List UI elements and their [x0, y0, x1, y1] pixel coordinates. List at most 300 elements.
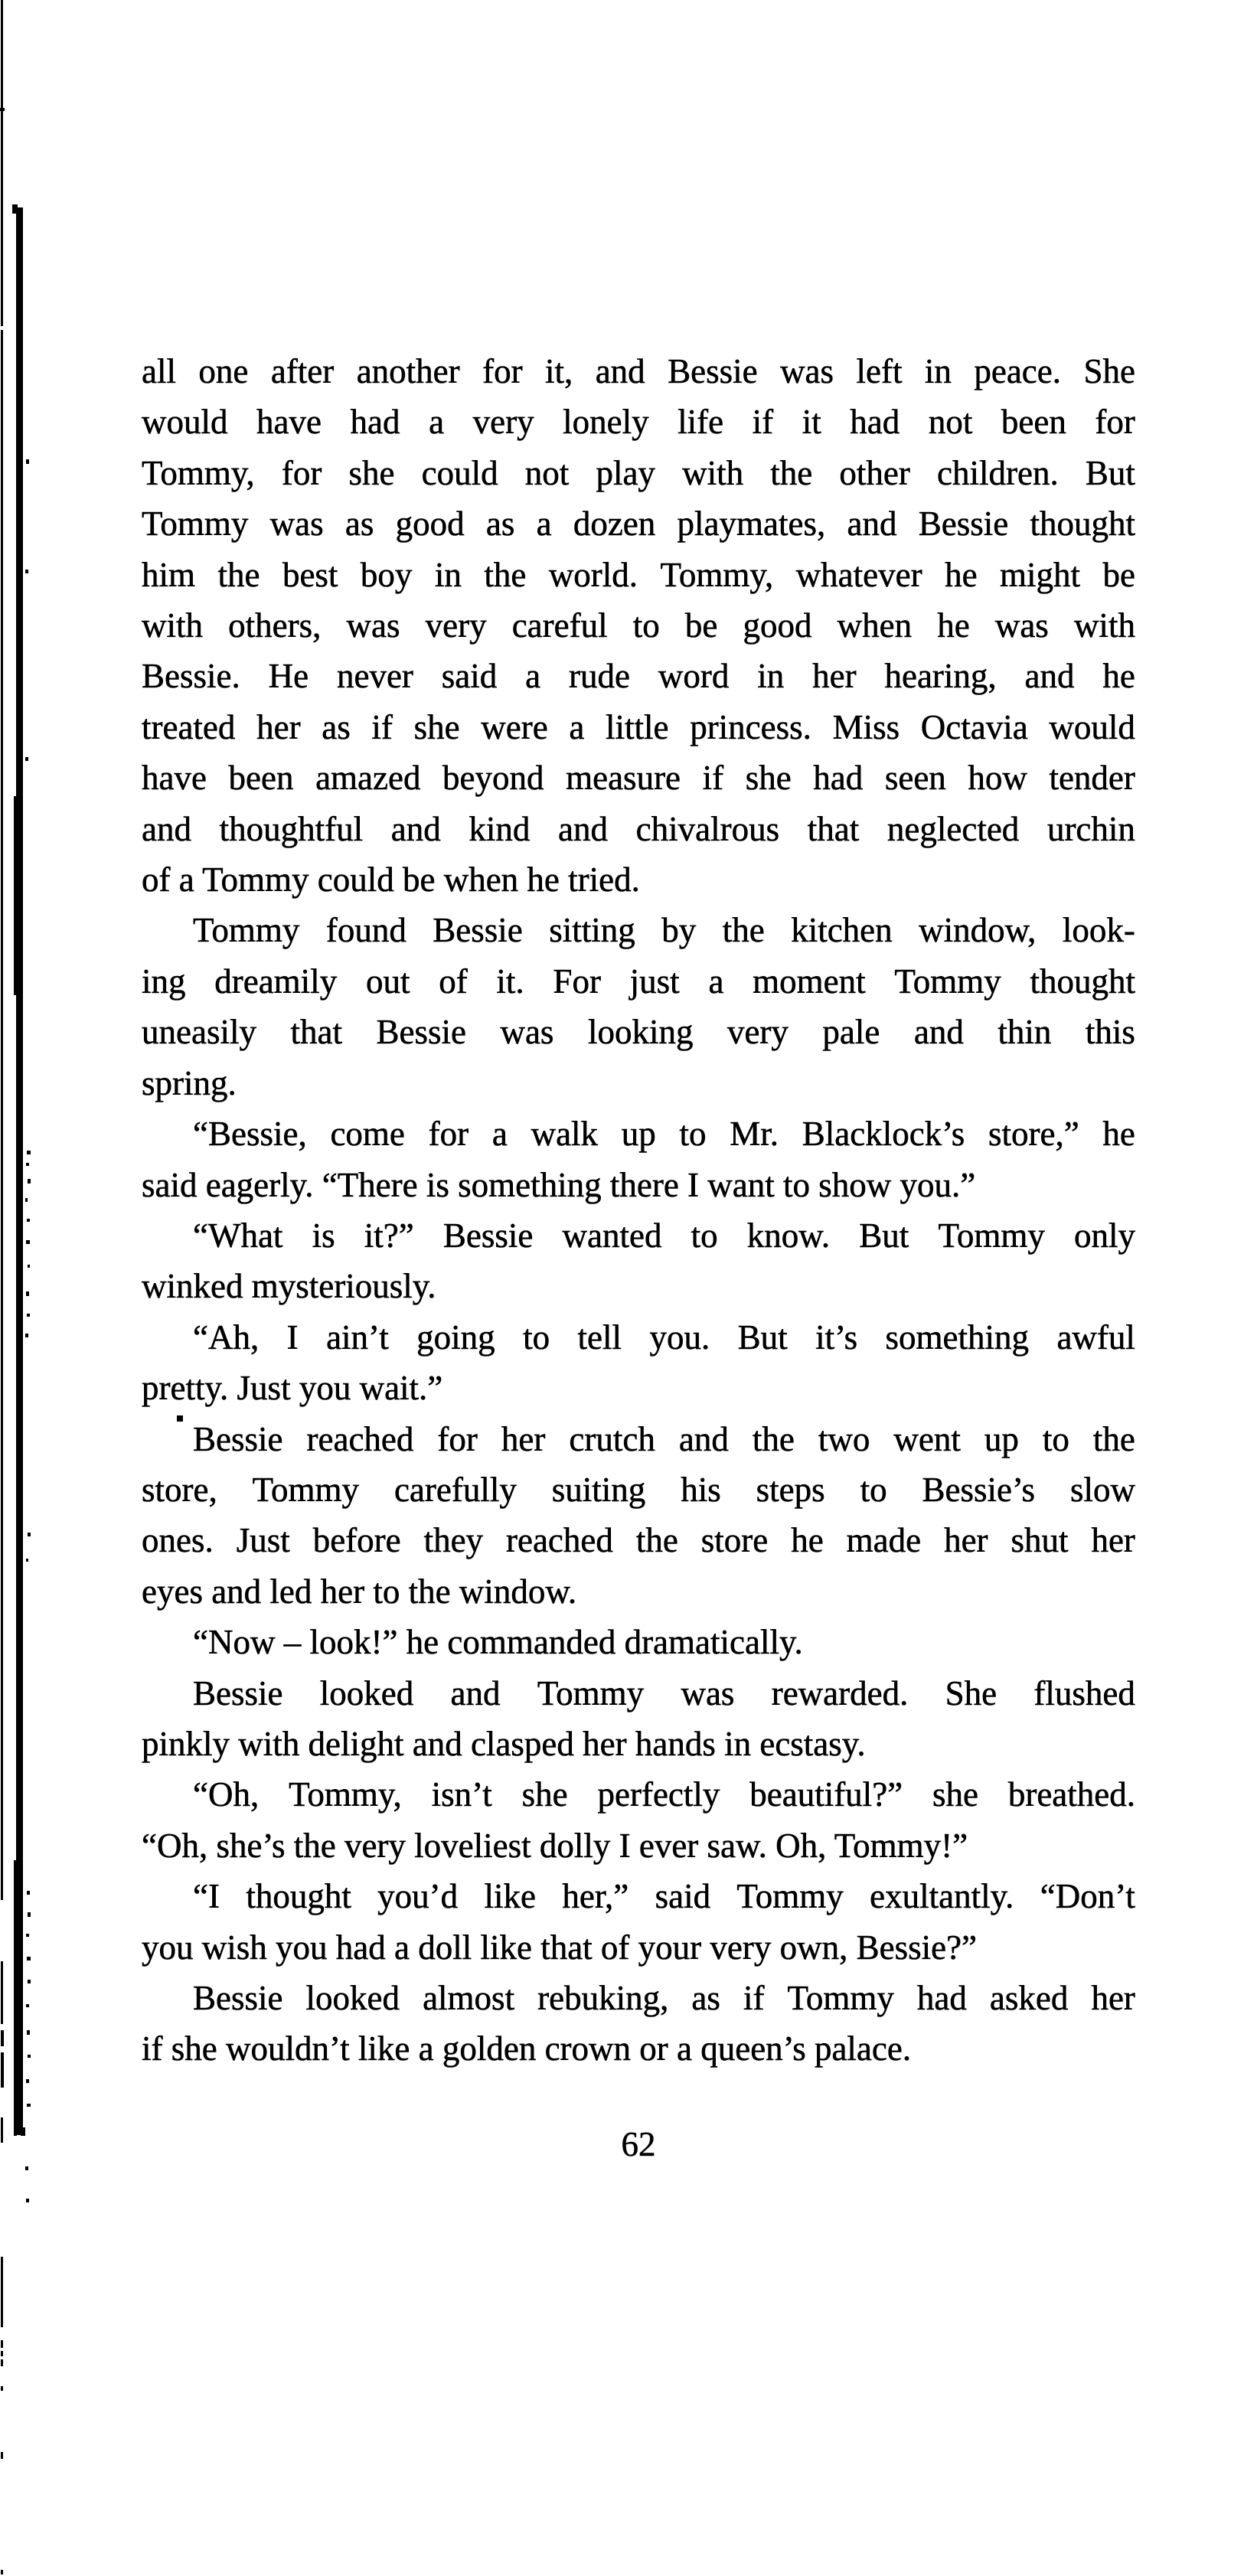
word: Bessie: [433, 911, 523, 950]
word: Tommy: [193, 911, 300, 950]
word: princess.: [690, 707, 811, 746]
word: and: [678, 1419, 729, 1458]
scan-speck: [25, 757, 28, 761]
paragraph: [142, 1108, 1135, 1210]
word: and: [913, 1013, 964, 1052]
word: they: [423, 1521, 484, 1560]
word: lonely: [563, 403, 649, 442]
word: had: [350, 403, 400, 442]
word: “Don’t: [1040, 1877, 1135, 1916]
scan-speck: [28, 1179, 31, 1184]
word: shut: [1011, 1521, 1069, 1560]
word: beyond: [442, 759, 544, 798]
word: He: [268, 657, 309, 696]
text-line: [142, 753, 1135, 803]
word: Bessie.: [142, 657, 240, 696]
spine-dash: [1, 2386, 3, 2391]
word: and: [1024, 657, 1075, 696]
word: she: [745, 759, 792, 798]
word: with: [682, 453, 744, 492]
word: and: [595, 352, 645, 390]
text-line: [142, 1210, 1135, 1261]
scan-speck: [27, 2104, 31, 2107]
word: a: [569, 707, 585, 746]
word: the: [1092, 1419, 1135, 1458]
word: looking: [587, 1013, 694, 1052]
word: Bessie: [376, 1013, 466, 1052]
word: she: [932, 1775, 978, 1814]
word: only: [1073, 1216, 1135, 1255]
word: store,”: [988, 1115, 1079, 1154]
text-line: winked mysteriously.: [142, 1267, 436, 1306]
spine-dot: [1, 2570, 3, 2574]
scan-speck: [26, 2079, 29, 2083]
text-line: [142, 1312, 1135, 1363]
word: good: [395, 504, 465, 544]
word: she: [413, 707, 460, 746]
word: seen: [884, 759, 946, 798]
gutter-line-tail: [21, 2127, 25, 2136]
spine-dash: [1, 1961, 3, 2024]
word: have: [256, 403, 322, 442]
word: was: [681, 1673, 735, 1712]
spine-dash: [1, 2257, 3, 2327]
word: Bessie: [193, 1673, 283, 1712]
text-line: pretty. Just you wait.”: [142, 1369, 443, 1408]
word: in: [924, 352, 952, 390]
scan-speck: [28, 2055, 31, 2058]
spine-line-thin: [1, 0, 3, 326]
word: would: [1049, 707, 1135, 746]
word: little: [606, 707, 669, 746]
word: Tommy,: [142, 453, 255, 492]
word: sitting: [549, 911, 635, 950]
word: breathed.: [1007, 1775, 1135, 1814]
word: he: [1102, 1115, 1135, 1154]
word: dozen: [573, 504, 656, 544]
spine-dash: [1, 2030, 4, 2046]
word: suiting: [551, 1470, 646, 1509]
word: been: [228, 759, 294, 798]
word: were: [481, 707, 548, 746]
word: Blacklock’s: [802, 1115, 965, 1154]
spine-line-thin: [1, 330, 3, 1900]
word: slow: [1069, 1470, 1135, 1509]
word: reached: [506, 1521, 613, 1560]
word: Bessie: [918, 504, 1009, 544]
text-line: [142, 1871, 1135, 1921]
scan-speck: [26, 1291, 29, 1296]
text-line: [142, 498, 1135, 549]
paragraph: [142, 1769, 1135, 1871]
word: rude: [569, 657, 630, 696]
word: was: [500, 1013, 554, 1052]
word: had: [813, 759, 864, 798]
text-line: [142, 651, 1135, 701]
word: could: [421, 453, 498, 492]
paragraph: [142, 1973, 1135, 2075]
paragraph: [142, 1871, 1135, 1973]
word: her: [1091, 1979, 1135, 2017]
text-line: [142, 1515, 1135, 1566]
word: was: [269, 504, 324, 544]
word: if: [752, 403, 774, 442]
text-line: [142, 1973, 1135, 2023]
spine-dash: [1, 2359, 3, 2366]
word: in: [434, 555, 462, 594]
word: Miss: [832, 707, 900, 746]
scan-speck: [26, 1934, 29, 1937]
text-line: if she wouldn’t like a golden crown or a queen’s palace.: [142, 2029, 912, 2068]
word: you.: [649, 1317, 710, 1357]
word: something: [885, 1317, 1030, 1357]
word: said: [655, 1877, 711, 1916]
word: was: [780, 352, 834, 390]
text-line: [142, 600, 1135, 651]
word: reached: [306, 1419, 414, 1458]
word: left: [856, 352, 903, 390]
ink-blot: [177, 1415, 183, 1422]
word: found: [325, 911, 407, 950]
word: whatever: [795, 555, 922, 594]
word: Bessie’s: [922, 1470, 1036, 1509]
word: you’d: [377, 1877, 459, 1916]
text-line: [142, 1007, 1135, 1057]
scan-speck: [26, 2004, 29, 2007]
word: how: [968, 759, 1027, 798]
word: Tommy: [537, 1673, 645, 1712]
word: her: [256, 707, 301, 746]
word: like: [484, 1877, 536, 1916]
scan-speck: [28, 1980, 31, 1983]
word: But: [737, 1317, 788, 1357]
word: Octavia: [920, 707, 1028, 746]
word: She: [945, 1673, 997, 1712]
word: very: [726, 1013, 789, 1052]
word: of: [439, 962, 468, 1001]
word: neglected: [886, 809, 1020, 848]
word: up: [621, 1115, 656, 1154]
word: it,: [545, 352, 573, 390]
word: dreamily: [214, 962, 338, 1001]
word: Mr.: [730, 1115, 779, 1154]
text-line: [142, 397, 1135, 447]
word: chivalrous: [635, 809, 780, 848]
word: “What: [193, 1216, 283, 1255]
word: a: [429, 403, 445, 442]
page-number: 62: [621, 2125, 656, 2163]
text-line: [142, 905, 1135, 955]
text-line: [142, 448, 1135, 498]
word: the: [752, 1419, 795, 1458]
word: perfectly: [597, 1775, 720, 1814]
word: for: [482, 352, 523, 390]
word: urchin: [1046, 809, 1135, 848]
word: he: [945, 555, 978, 594]
paragraph: [142, 1414, 1135, 1618]
word: store,: [142, 1470, 217, 1509]
word: not: [928, 403, 973, 442]
word: before: [312, 1521, 401, 1560]
word: made: [846, 1521, 922, 1560]
word: he: [791, 1521, 824, 1560]
word: Bessie: [193, 1419, 283, 1458]
word: hearing,: [884, 657, 997, 696]
scan-speck: [25, 1334, 28, 1337]
word: going: [416, 1317, 495, 1357]
text-line: [142, 346, 1135, 397]
word: for: [428, 1115, 469, 1154]
word: and: [558, 809, 609, 848]
spine-dash: [1, 2351, 3, 2356]
word: he: [937, 606, 970, 645]
word: asked: [989, 1979, 1069, 2017]
word: Tommy: [938, 1216, 1045, 1255]
word: said: [441, 657, 498, 696]
word: tell: [577, 1317, 622, 1357]
word: been: [1001, 403, 1066, 442]
word: a: [708, 962, 724, 1001]
word: a: [525, 657, 541, 696]
word: world.: [548, 555, 638, 594]
word: had: [916, 1979, 967, 2017]
word: is: [312, 1216, 335, 1255]
gutter-line-bulge: [14, 796, 17, 995]
word: up: [984, 1419, 1019, 1458]
word: with: [142, 606, 204, 645]
word: amazed: [315, 759, 421, 798]
scan-speck: [26, 1163, 29, 1166]
text-line: [142, 1668, 1135, 1719]
gutter-line-bulge: [14, 1860, 17, 2136]
word: it: [802, 403, 821, 442]
text-line: [142, 702, 1135, 753]
scan-speck: [27, 1151, 31, 1154]
word: Tommy: [142, 504, 249, 544]
text-line: spring.: [142, 1063, 237, 1102]
word: her: [944, 1521, 988, 1560]
word: Tommy: [736, 1877, 844, 1916]
word: peace.: [974, 352, 1061, 390]
spine-dash: [1, 2452, 3, 2459]
word: rebuking,: [537, 1979, 669, 2017]
word: Bessie: [668, 352, 758, 390]
scan-speck: [26, 2199, 29, 2202]
word: For: [553, 962, 601, 1001]
word: word: [658, 657, 730, 696]
word: had: [850, 403, 900, 442]
word: thought: [1030, 504, 1135, 544]
text-line: you wish you had a doll like that of your very own, Bessie?”: [142, 1928, 978, 1967]
paragraph: [142, 905, 1135, 1108]
word: as: [485, 504, 515, 544]
spine-tick: [0, 108, 5, 111]
word: for: [437, 1419, 478, 1458]
word: the: [722, 911, 765, 950]
word: be: [1102, 555, 1135, 594]
word: her,”: [562, 1877, 629, 1916]
word: playmates,: [677, 504, 826, 544]
word: “I: [193, 1877, 220, 1916]
word: it?”: [364, 1216, 414, 1255]
gutter-line-hook: [12, 204, 18, 214]
text-line: said eagerly. “There is something there I want to show you.”: [142, 1165, 976, 1204]
word: in: [757, 657, 785, 696]
text-line: of a Tommy could be when he tried.: [142, 860, 640, 899]
word: she: [521, 1775, 568, 1814]
scan-speck: [28, 1533, 31, 1536]
word: to: [860, 1470, 887, 1509]
word: and: [390, 809, 441, 848]
word: Tommy,: [289, 1775, 402, 1814]
word: awful: [1056, 1317, 1135, 1357]
word: children.: [937, 453, 1059, 492]
scan-speck: [28, 1265, 30, 1268]
word: just: [629, 962, 680, 1001]
text-line: eyes and led her to the window.: [142, 1572, 577, 1611]
word: ones.: [142, 1521, 214, 1560]
scan-speck: [25, 2166, 28, 2170]
word: if: [371, 707, 393, 746]
word: flushed: [1033, 1673, 1135, 1712]
word: ain’t: [326, 1317, 389, 1357]
word: “Oh,: [193, 1775, 260, 1814]
word: this: [1085, 1013, 1135, 1052]
word: her: [501, 1419, 546, 1458]
word: the: [217, 555, 260, 594]
word: have: [142, 759, 207, 798]
word: She: [1083, 352, 1135, 390]
scan-speck: [25, 1198, 28, 1202]
word: measure: [566, 759, 681, 798]
word: thought: [1030, 962, 1135, 1001]
paragraph: [142, 1668, 1135, 1770]
text-line: [142, 1108, 1135, 1159]
word: that: [807, 809, 860, 848]
word: treated: [142, 707, 236, 746]
word: thought: [246, 1877, 351, 1916]
word: as: [322, 707, 351, 746]
paragraph: [142, 1312, 1135, 1414]
word: very: [425, 606, 487, 645]
word: she: [348, 453, 395, 492]
spine-dash: [1, 2340, 3, 2348]
word: his: [681, 1470, 721, 1509]
word: other: [839, 453, 910, 492]
word: Bessie: [193, 1979, 283, 2017]
word: come: [330, 1115, 405, 1154]
scan-speck: [27, 2030, 30, 2035]
scan-speck: [27, 1314, 30, 1317]
gutter-line-thick: [16, 207, 23, 2135]
word: to: [1042, 1419, 1069, 1458]
text-line: [142, 550, 1135, 600]
word: to: [679, 1115, 707, 1154]
word: as: [691, 1979, 720, 2017]
scan-speck: [27, 1219, 30, 1222]
word: careful: [511, 606, 608, 645]
word: But: [859, 1216, 909, 1255]
word: exultantly.: [870, 1877, 1014, 1916]
word: a: [491, 1115, 508, 1154]
text-line: pinkly with delight and clasped her hands in ecstasy.: [142, 1724, 866, 1763]
word: one: [198, 352, 249, 390]
word: know.: [746, 1216, 831, 1255]
word: be: [684, 606, 718, 645]
word: “Ah,: [193, 1317, 260, 1357]
word: But: [1085, 453, 1135, 492]
word: out: [365, 962, 410, 1001]
text-line: “Oh, she’s the very loveliest dolly I ever saw. Oh, Tommy!”: [142, 1826, 968, 1865]
word: beautiful?”: [749, 1775, 903, 1814]
scan-speck: [26, 1240, 30, 1244]
word: if: [743, 1979, 765, 2017]
paragraph: [142, 1210, 1135, 1312]
word: as: [344, 504, 374, 544]
text-line: [142, 1769, 1135, 1820]
word: almost: [423, 1979, 515, 2017]
word: kind: [469, 809, 531, 848]
word: Just: [236, 1521, 290, 1560]
word: steps: [756, 1470, 825, 1509]
scan-speck: [26, 1559, 28, 1562]
word: and: [847, 504, 897, 544]
word: Tommy: [252, 1470, 360, 1509]
word: isn’t: [431, 1775, 492, 1814]
word: uneasily: [142, 1013, 256, 1052]
word: the: [484, 555, 527, 594]
word: her: [1091, 1521, 1135, 1560]
word: with: [1073, 606, 1135, 645]
word: the: [770, 453, 813, 492]
word: was: [994, 606, 1049, 645]
word: window,: [919, 911, 1037, 950]
word: when: [837, 606, 913, 645]
text-line: [142, 804, 1135, 854]
word: walk: [531, 1115, 599, 1154]
word: Tommy,: [660, 555, 774, 594]
word: moment: [753, 962, 866, 1001]
spine-dash: [1, 2052, 4, 2088]
word: looked: [305, 1979, 400, 2017]
word: would: [142, 403, 228, 442]
word: it’s: [815, 1317, 858, 1357]
word: good: [743, 606, 812, 645]
spine-dash: [1, 2117, 3, 2143]
paragraph: [142, 346, 1135, 905]
word: pale: [822, 1013, 880, 1052]
word: to: [523, 1317, 550, 1357]
scan-speck: [27, 1891, 30, 1895]
word: store: [700, 1521, 769, 1560]
word: a: [536, 504, 552, 544]
word: Tommy: [894, 962, 1001, 1001]
word: others,: [228, 606, 322, 645]
word: him: [142, 555, 196, 594]
word: all: [142, 352, 176, 390]
page-text-block: [142, 346, 1135, 2075]
word: her: [812, 657, 857, 696]
word: kitchen: [791, 911, 893, 950]
word: I: [286, 1317, 299, 1357]
word: and: [142, 809, 191, 848]
text-line: [142, 1414, 1135, 1464]
word: thin: [997, 1013, 1052, 1052]
word: the: [635, 1521, 678, 1560]
word: best: [282, 555, 338, 594]
word: wanted: [562, 1216, 662, 1255]
word: by: [661, 911, 697, 950]
